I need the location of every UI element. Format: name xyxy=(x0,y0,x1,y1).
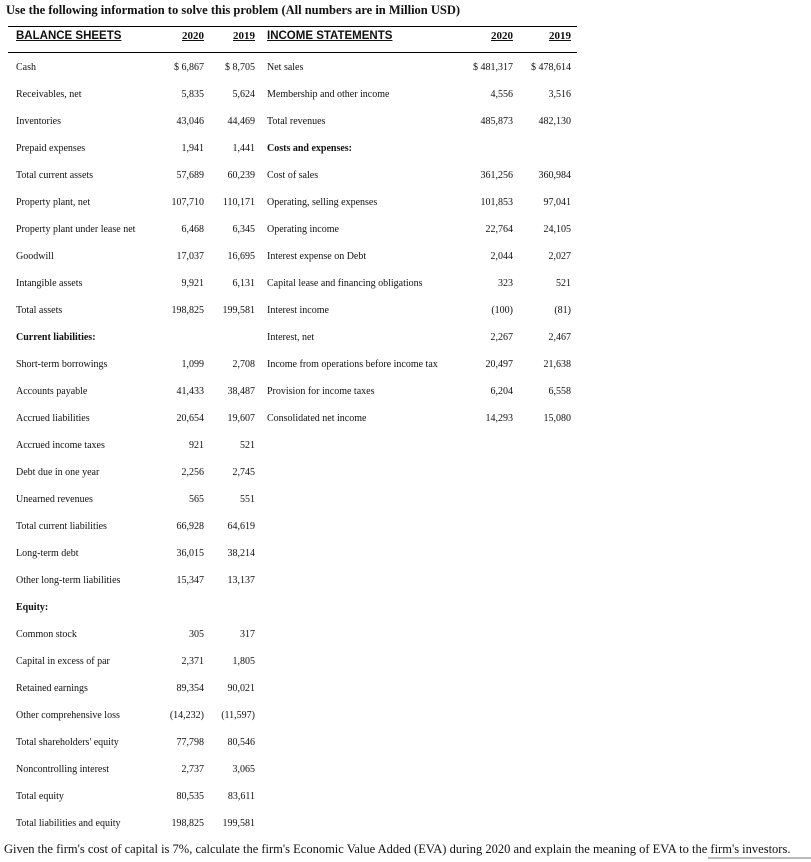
balance-sheet-row-label: Other long-term liabilities xyxy=(16,575,121,586)
income-statement-value-2019: 24,105 xyxy=(543,224,571,235)
question-text: Given the firm's cost of capital is 7%, calculate the firm's Economic Value Added (EVA) during 2020 and explain the meaning of EVA to the firm's investors. xyxy=(4,842,791,856)
income-statement-year-2019: 2019 xyxy=(549,30,571,42)
balance-sheet-row-label: Total shareholders' equity xyxy=(16,737,119,748)
income-statement-value-2020: (100) xyxy=(491,305,513,316)
balance-sheet-row-label: Capital in excess of par xyxy=(16,656,110,667)
balance-sheet-value-2019: 60,239 xyxy=(227,170,255,181)
balance-sheet-value-2019: 1,805 xyxy=(232,656,255,667)
balance-sheet-value-2020: 2,371 xyxy=(181,656,204,667)
balance-sheet-value-2019: 110,171 xyxy=(222,197,255,208)
balance-sheet-row-label: Total current assets xyxy=(16,170,94,181)
income-statement-value-2019: (81) xyxy=(554,305,571,316)
balance-sheet-row-label: Long-term debt xyxy=(16,548,79,559)
income-statement-row-label: Income from operations before income tax xyxy=(267,359,438,370)
income-statement-row-label: Operating income xyxy=(267,224,339,235)
balance-sheet-row-label: Total assets xyxy=(16,305,63,316)
income-statement-row-label: Costs and expenses: xyxy=(267,143,353,154)
balance-sheet-value-2019: 19,607 xyxy=(227,413,255,424)
bottom-divider xyxy=(708,857,811,859)
balance-sheet-row-label: Retained earnings xyxy=(16,683,88,694)
balance-sheet-value-2020: 198,825 xyxy=(171,305,204,316)
income-statement-value-2020: 2,044 xyxy=(490,251,513,262)
balance-sheet-row-label: Common stock xyxy=(16,629,77,640)
balance-sheet-value-2019: 6,131 xyxy=(232,278,255,289)
balance-sheet-value-2019: 2,745 xyxy=(232,467,255,478)
income-statement-value-2020: 101,853 xyxy=(480,197,513,208)
balance-sheet-row-label: Inventories xyxy=(16,116,61,127)
income-statement-value-2019: 6,558 xyxy=(548,386,571,397)
balance-sheet-value-2019: 521 xyxy=(240,440,255,451)
income-statement-value-2020: 22,764 xyxy=(485,224,513,235)
balance-sheet-value-2020: 66,928 xyxy=(176,521,204,532)
balance-sheet-row-label: Current liabilities: xyxy=(16,332,96,343)
balance-sheet-value-2020: 43,046 xyxy=(176,116,204,127)
balance-sheet-value-2019: 3,065 xyxy=(232,764,255,775)
income-statement-value-2020: 6,204 xyxy=(490,386,513,397)
balance-sheet-value-2020: 9,921 xyxy=(181,278,204,289)
balance-sheet-value-2019: 38,214 xyxy=(227,548,255,559)
balance-sheet-title: BALANCE SHEETS xyxy=(16,30,122,42)
balance-sheet-value-2020: 36,015 xyxy=(176,548,204,559)
income-statement-row-label: Interest, net xyxy=(267,332,315,343)
balance-sheet-value-2020: 89,354 xyxy=(176,683,204,694)
balance-sheet-value-2019: 199,581 xyxy=(222,818,255,829)
balance-sheet-year-2019: 2019 xyxy=(233,30,255,42)
income-statement-year-2020: 2020 xyxy=(491,30,513,42)
income-statement-row-label: Interest income xyxy=(267,305,329,316)
income-statement-value-2019: 97,041 xyxy=(543,197,571,208)
balance-sheet-value-2020: $ 6,867 xyxy=(174,62,204,73)
balance-sheet-value-2019: 5,624 xyxy=(232,89,255,100)
balance-sheet-row-label: Property plant, net xyxy=(16,197,91,208)
balance-sheet-value-2019: 64,619 xyxy=(227,521,255,532)
income-statement-value-2019: 482,130 xyxy=(538,116,571,127)
balance-sheet-row-label: Noncontrolling interest xyxy=(16,764,110,775)
income-statement-value-2020: 485,873 xyxy=(480,116,513,127)
income-statement-value-2020: 20,497 xyxy=(485,359,513,370)
balance-sheet-value-2020: 921 xyxy=(189,440,204,451)
income-statement-value-2020: $ 481,317 xyxy=(473,62,513,73)
balance-sheet-value-2020: 15,347 xyxy=(176,575,204,586)
balance-sheet-value-2020: 107,710 xyxy=(171,197,204,208)
income-statement-row-label: Net sales xyxy=(267,62,304,73)
income-statement-value-2019: 360,984 xyxy=(538,170,571,181)
balance-sheet-row-label: Total liabilities and equity xyxy=(16,818,121,829)
balance-sheet-row-label: Property plant under lease net xyxy=(16,224,136,235)
balance-sheet-value-2019: 2,708 xyxy=(232,359,255,370)
balance-sheet-value-2020: 77,798 xyxy=(176,737,204,748)
balance-sheet-value-2019: 90,021 xyxy=(227,683,255,694)
balance-sheet-year-2020: 2020 xyxy=(182,30,204,42)
balance-sheet-value-2020: 305 xyxy=(189,629,204,640)
income-statement-value-2019: 3,516 xyxy=(548,89,571,100)
income-statement-value-2019: 15,080 xyxy=(543,413,571,424)
balance-sheet-value-2020: 6,468 xyxy=(181,224,204,235)
balance-sheet-value-2019: $ 8,705 xyxy=(225,62,255,73)
balance-sheet-value-2020: 80,535 xyxy=(176,791,204,802)
balance-sheet-row-label: Cash xyxy=(16,62,36,73)
income-statement-value-2020: 323 xyxy=(498,278,513,289)
balance-sheet-value-2020: 1,099 xyxy=(181,359,204,370)
balance-sheet-value-2020: 2,737 xyxy=(181,764,204,775)
balance-sheet-row-label: Unearned revenues xyxy=(16,494,93,505)
income-statement-value-2020: 2,267 xyxy=(490,332,513,343)
income-statement-value-2020: 4,556 xyxy=(490,89,513,100)
balance-sheet-value-2020: 2,256 xyxy=(181,467,204,478)
income-statement-row-label: Provision for income taxes xyxy=(267,386,375,397)
income-statement-row-label: Interest expense on Debt xyxy=(267,251,367,262)
balance-sheet-row-label: Short-term borrowings xyxy=(16,359,108,370)
balance-sheet-value-2019: 13,137 xyxy=(227,575,255,586)
balance-sheet-value-2020: (14,232) xyxy=(169,710,204,721)
balance-sheet-row-label: Equity: xyxy=(16,602,49,613)
balance-sheet-value-2020: 5,835 xyxy=(181,89,204,100)
balance-sheet-value-2020: 20,654 xyxy=(176,413,204,424)
balance-sheet-value-2020: 198,825 xyxy=(171,818,204,829)
income-statement-row-label: Membership and other income xyxy=(267,89,390,100)
balance-sheet-value-2019: 38,487 xyxy=(227,386,255,397)
balance-sheet-value-2019: 16,695 xyxy=(227,251,255,262)
balance-sheet-row-label: Other comprehensive loss xyxy=(16,710,120,721)
balance-sheet-row-label: Accrued income taxes xyxy=(16,440,105,451)
balance-sheet-row-label: Prepaid expenses xyxy=(16,143,86,154)
balance-sheet-row-label: Goodwill xyxy=(16,251,54,262)
balance-sheet-value-2019: 317 xyxy=(240,629,255,640)
balance-sheet-value-2019: 199,581 xyxy=(222,305,255,316)
balance-sheet-row-label: Debt due in one year xyxy=(16,467,100,478)
balance-sheet-value-2019: 44,469 xyxy=(227,116,255,127)
balance-sheet-row-label: Receivables, net xyxy=(16,89,82,100)
header-rule xyxy=(8,52,577,53)
income-statement-value-2019: $ 478,614 xyxy=(531,62,571,73)
income-statement-row-label: Consolidated net income xyxy=(267,413,367,424)
income-statement-value-2019: 2,027 xyxy=(548,251,571,262)
income-statement-row-label: Operating, selling expenses xyxy=(267,197,378,208)
balance-sheet-row-label: Accounts payable xyxy=(16,386,88,397)
balance-sheet-value-2019: 80,546 xyxy=(227,737,255,748)
income-statement-row-label: Cost of sales xyxy=(267,170,319,181)
balance-sheet-row-label: Accrued liabilities xyxy=(16,413,90,424)
balance-sheet-value-2020: 17,037 xyxy=(176,251,204,262)
balance-sheet-value-2019: 83,611 xyxy=(227,791,255,802)
income-statement-value-2019: 21,638 xyxy=(543,359,571,370)
intro-text: Use the following information to solve this problem (All numbers are in Million USD) xyxy=(6,3,461,17)
balance-sheet-value-2019: 551 xyxy=(240,494,255,505)
income-statement-title: INCOME STATEMENTS xyxy=(267,30,393,42)
top-rule xyxy=(8,26,577,27)
income-statement-value-2020: 14,293 xyxy=(485,413,513,424)
balance-sheet-row-label: Total equity xyxy=(16,791,64,802)
income-statement-row-label: Total revenues xyxy=(267,116,326,127)
balance-sheet-row-label: Intangible assets xyxy=(16,278,83,289)
balance-sheet-value-2019: 6,345 xyxy=(232,224,255,235)
income-statement-value-2019: 521 xyxy=(556,278,571,289)
balance-sheet-value-2020: 57,689 xyxy=(176,170,204,181)
balance-sheet-value-2020: 1,941 xyxy=(181,143,204,154)
balance-sheet-row-label: Total current liabilities xyxy=(16,521,107,532)
balance-sheet-value-2019: (11,597) xyxy=(221,710,255,721)
income-statement-value-2020: 361,256 xyxy=(480,170,513,181)
balance-sheet-value-2020: 41,433 xyxy=(176,386,204,397)
income-statement-value-2019: 2,467 xyxy=(548,332,571,343)
balance-sheet-value-2020: 565 xyxy=(189,494,204,505)
balance-sheet-value-2019: 1,441 xyxy=(232,143,255,154)
income-statement-row-label: Capital lease and financing obligations xyxy=(267,278,423,289)
